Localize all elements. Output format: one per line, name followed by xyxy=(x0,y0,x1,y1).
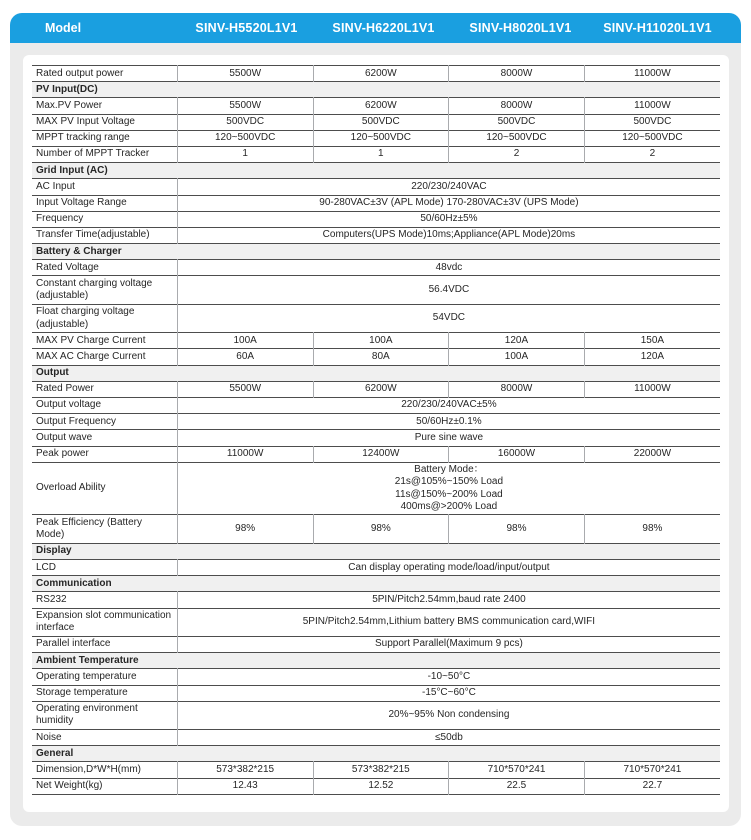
cell-value: 98% xyxy=(313,515,449,543)
table-row xyxy=(32,349,720,365)
section-row xyxy=(32,365,720,381)
cell-value: 120~500VDC xyxy=(313,130,449,146)
row-value: ≤50db xyxy=(177,730,720,746)
cell-value: 120A xyxy=(449,333,585,349)
row-label: Frequency xyxy=(36,213,84,225)
row-label: LCD xyxy=(36,561,57,573)
table-row xyxy=(32,114,720,130)
table-row xyxy=(32,430,720,446)
cell-value: 12.52 xyxy=(313,778,449,794)
table-row xyxy=(32,146,720,162)
cell-value: 22.7 xyxy=(584,778,720,794)
row-value: 220/230/240VAC xyxy=(177,179,720,195)
table-row xyxy=(32,304,720,332)
cell-value: 100A xyxy=(313,333,449,349)
cell-value: 1 xyxy=(177,146,313,162)
section-row xyxy=(32,543,720,559)
table-row xyxy=(32,179,720,195)
row-label: MAX AC Charge Current xyxy=(36,350,146,362)
row-value: 5PIN/Pitch2.54mm,baud rate 2400 xyxy=(177,592,720,608)
row-value: 220/230/240VAC±5% xyxy=(177,397,720,413)
row-label: Transfer Time(adjustable) xyxy=(36,229,150,241)
table-row xyxy=(32,195,720,211)
row-value: 50/60Hz±0.1% xyxy=(177,414,720,430)
cell-value: 11000W xyxy=(584,381,720,397)
cell-value: 8000W xyxy=(449,66,585,82)
cell-value: 60A xyxy=(177,349,313,365)
row-label: Number of MPPT Tracker xyxy=(36,148,150,160)
table-row xyxy=(32,333,720,349)
row-label: AC Input xyxy=(36,180,75,192)
model-name-3: SINV-H8020L1V1 xyxy=(469,21,572,35)
table-row xyxy=(32,414,720,430)
cell-value: 120~500VDC xyxy=(584,130,720,146)
cell-value: 710*570*241 xyxy=(584,762,720,778)
row-label: Peak power xyxy=(36,448,89,459)
cell-value: 120~500VDC xyxy=(449,130,585,146)
cell-value: 5500W xyxy=(177,98,313,114)
row-label: Output Frequency xyxy=(36,415,117,427)
cell-value: 5500W xyxy=(177,381,313,397)
table-row xyxy=(32,685,720,701)
row-label: Storage temperature xyxy=(36,687,128,698)
row-label: Dimension,D*W*H(mm) xyxy=(36,763,142,775)
table-row xyxy=(32,98,720,114)
cell-value: 98% xyxy=(449,515,585,543)
cell-value: 22000W xyxy=(584,446,720,462)
cell-value: 500VDC xyxy=(449,114,585,130)
row-label: Parallel interface xyxy=(36,638,111,650)
table-row xyxy=(32,778,720,794)
table-row xyxy=(32,762,720,778)
row-value: 20%~95% Non condensing xyxy=(177,701,720,729)
row-label: Constant charging voltage (adjustable) xyxy=(36,277,153,302)
cell-value: 98% xyxy=(584,515,720,543)
row-label: Input Voltage Range xyxy=(36,197,127,208)
section-row xyxy=(32,576,720,592)
table-row xyxy=(32,227,720,243)
row-label: MAX PV Input Voltage xyxy=(36,116,135,128)
cell-value: 1 xyxy=(313,146,449,162)
spec-table-panel xyxy=(23,55,729,812)
row-value-line: 11s@150%~200% Load xyxy=(395,488,503,500)
table-row xyxy=(32,446,720,462)
cell-value: 710*570*241 xyxy=(449,762,585,778)
section-row xyxy=(32,244,720,260)
cell-value: 100A xyxy=(449,349,585,365)
row-label: RS232 xyxy=(36,593,67,605)
cell-value: 6200W xyxy=(313,381,449,397)
section-row xyxy=(32,82,720,98)
row-label: Rated Voltage xyxy=(36,261,99,273)
table-row xyxy=(32,608,720,636)
model-name-1: SINV-H5520L1V1 xyxy=(195,21,298,35)
row-value: -15°C~60°C xyxy=(177,685,720,701)
table-row xyxy=(32,515,720,543)
row-value-line: 400ms@>200% Load xyxy=(400,500,498,512)
section-label: Grid Input (AC) xyxy=(32,163,720,179)
table-row xyxy=(32,636,720,652)
table-row xyxy=(32,211,720,227)
row-label: Output wave xyxy=(36,431,93,443)
row-value: 90-280VAC±3V (APL Mode) 170-280VAC±3V (UPS Mode) xyxy=(177,195,720,211)
row-label: MPPT tracking range xyxy=(36,132,130,144)
table-row xyxy=(32,260,720,276)
cell-value: 8000W xyxy=(449,98,585,114)
row-label: Max.PV Power xyxy=(36,99,103,111)
cell-value: 150A xyxy=(584,333,720,349)
cell-value: 500VDC xyxy=(177,114,313,130)
row-value: 54VDC xyxy=(177,304,720,332)
table-row xyxy=(32,381,720,397)
row-value xyxy=(177,462,720,515)
row-value: 50/60Hz±5% xyxy=(177,211,720,227)
cell-value: 12.43 xyxy=(177,778,313,794)
table-row xyxy=(32,276,720,304)
row-value: Computers(UPS Mode)10ms;Appliance(APL Mode)20ms xyxy=(177,227,720,243)
row-label: Overload Ability xyxy=(36,482,106,494)
cell-value: 11000W xyxy=(584,66,720,82)
model-header-row xyxy=(10,13,741,43)
section-label: General xyxy=(32,746,720,762)
section-row xyxy=(32,653,720,669)
cell-value: 120A xyxy=(584,349,720,365)
spec-table xyxy=(32,65,720,795)
row-value: -10~50°C xyxy=(177,669,720,685)
section-row xyxy=(32,746,720,762)
section-label: PV Input(DC) xyxy=(32,82,720,98)
cell-value: 80A xyxy=(313,349,449,365)
cell-value: 12400W xyxy=(313,446,449,462)
section-label: Communication xyxy=(32,576,720,592)
row-value-line: Battery Mode： xyxy=(414,464,484,476)
cell-value: 6200W xyxy=(313,98,449,114)
model-name-2: SINV-H6220L1V1 xyxy=(332,21,435,35)
row-value: 56.4VDC xyxy=(177,276,720,304)
model-name-4: SINV-H11020L1V1 xyxy=(603,21,712,35)
section-row xyxy=(32,163,720,179)
cell-value: 8000W xyxy=(449,381,585,397)
cell-value: 573*382*215 xyxy=(313,762,449,778)
cell-value: 2 xyxy=(449,146,585,162)
row-label: Operating temperature xyxy=(36,670,137,682)
row-label: MAX PV Charge Current xyxy=(36,334,146,346)
table-row xyxy=(32,669,720,685)
table-row xyxy=(32,462,720,515)
spec-table-body xyxy=(32,66,720,795)
row-label: Expansion slot communication interface xyxy=(36,610,172,634)
row-label: Rated Power xyxy=(36,383,94,395)
row-label: Rated output power xyxy=(36,67,124,79)
table-row xyxy=(32,66,720,82)
row-label: Output voltage xyxy=(36,399,102,411)
section-label: Battery & Charger xyxy=(32,244,720,260)
cell-value: 120~500VDC xyxy=(177,130,313,146)
table-row xyxy=(32,701,720,729)
table-row xyxy=(32,592,720,608)
cell-value: 573*382*215 xyxy=(177,762,313,778)
section-label: Ambient Temperature xyxy=(32,653,720,669)
table-row xyxy=(32,397,720,413)
cell-value: 5500W xyxy=(177,66,313,82)
model-header-label: Model xyxy=(45,21,82,35)
cell-value: 500VDC xyxy=(584,114,720,130)
row-label: Float charging voltage (adjustable) xyxy=(36,306,135,330)
table-row xyxy=(32,560,720,576)
row-label: Noise xyxy=(36,731,62,743)
row-label: Peak Efficiency (Battery Mode) xyxy=(36,516,142,541)
section-label: Output xyxy=(32,365,720,381)
row-value: 48vdc xyxy=(177,260,720,276)
row-label: Net Weight(kg) xyxy=(36,780,103,792)
cell-value: 100A xyxy=(177,333,313,349)
section-label: Display xyxy=(32,543,720,559)
row-value: Support Parallel(Maximum 9 pcs) xyxy=(177,636,720,652)
table-row xyxy=(32,730,720,746)
row-value: Pure sine wave xyxy=(177,430,720,446)
cell-value: 98% xyxy=(177,515,313,543)
table-row xyxy=(32,130,720,146)
row-value-line: 21s@105%~150% Load xyxy=(394,476,504,488)
row-value: Can display operating mode/load/input/output xyxy=(177,560,720,576)
row-value: 5PIN/Pitch2.54mm,Lithium battery BMS communication card,WIFI xyxy=(177,608,720,636)
cell-value: 6200W xyxy=(313,66,449,82)
cell-value: 22.5 xyxy=(449,778,585,794)
cell-value: 11000W xyxy=(584,98,720,114)
cell-value: 2 xyxy=(584,146,720,162)
cell-value: 500VDC xyxy=(313,114,449,130)
row-label: Operating environment humidity xyxy=(36,703,138,727)
cell-value: 16000W xyxy=(449,446,585,462)
cell-value: 11000W xyxy=(177,446,313,462)
spec-sheet-card xyxy=(10,13,741,826)
